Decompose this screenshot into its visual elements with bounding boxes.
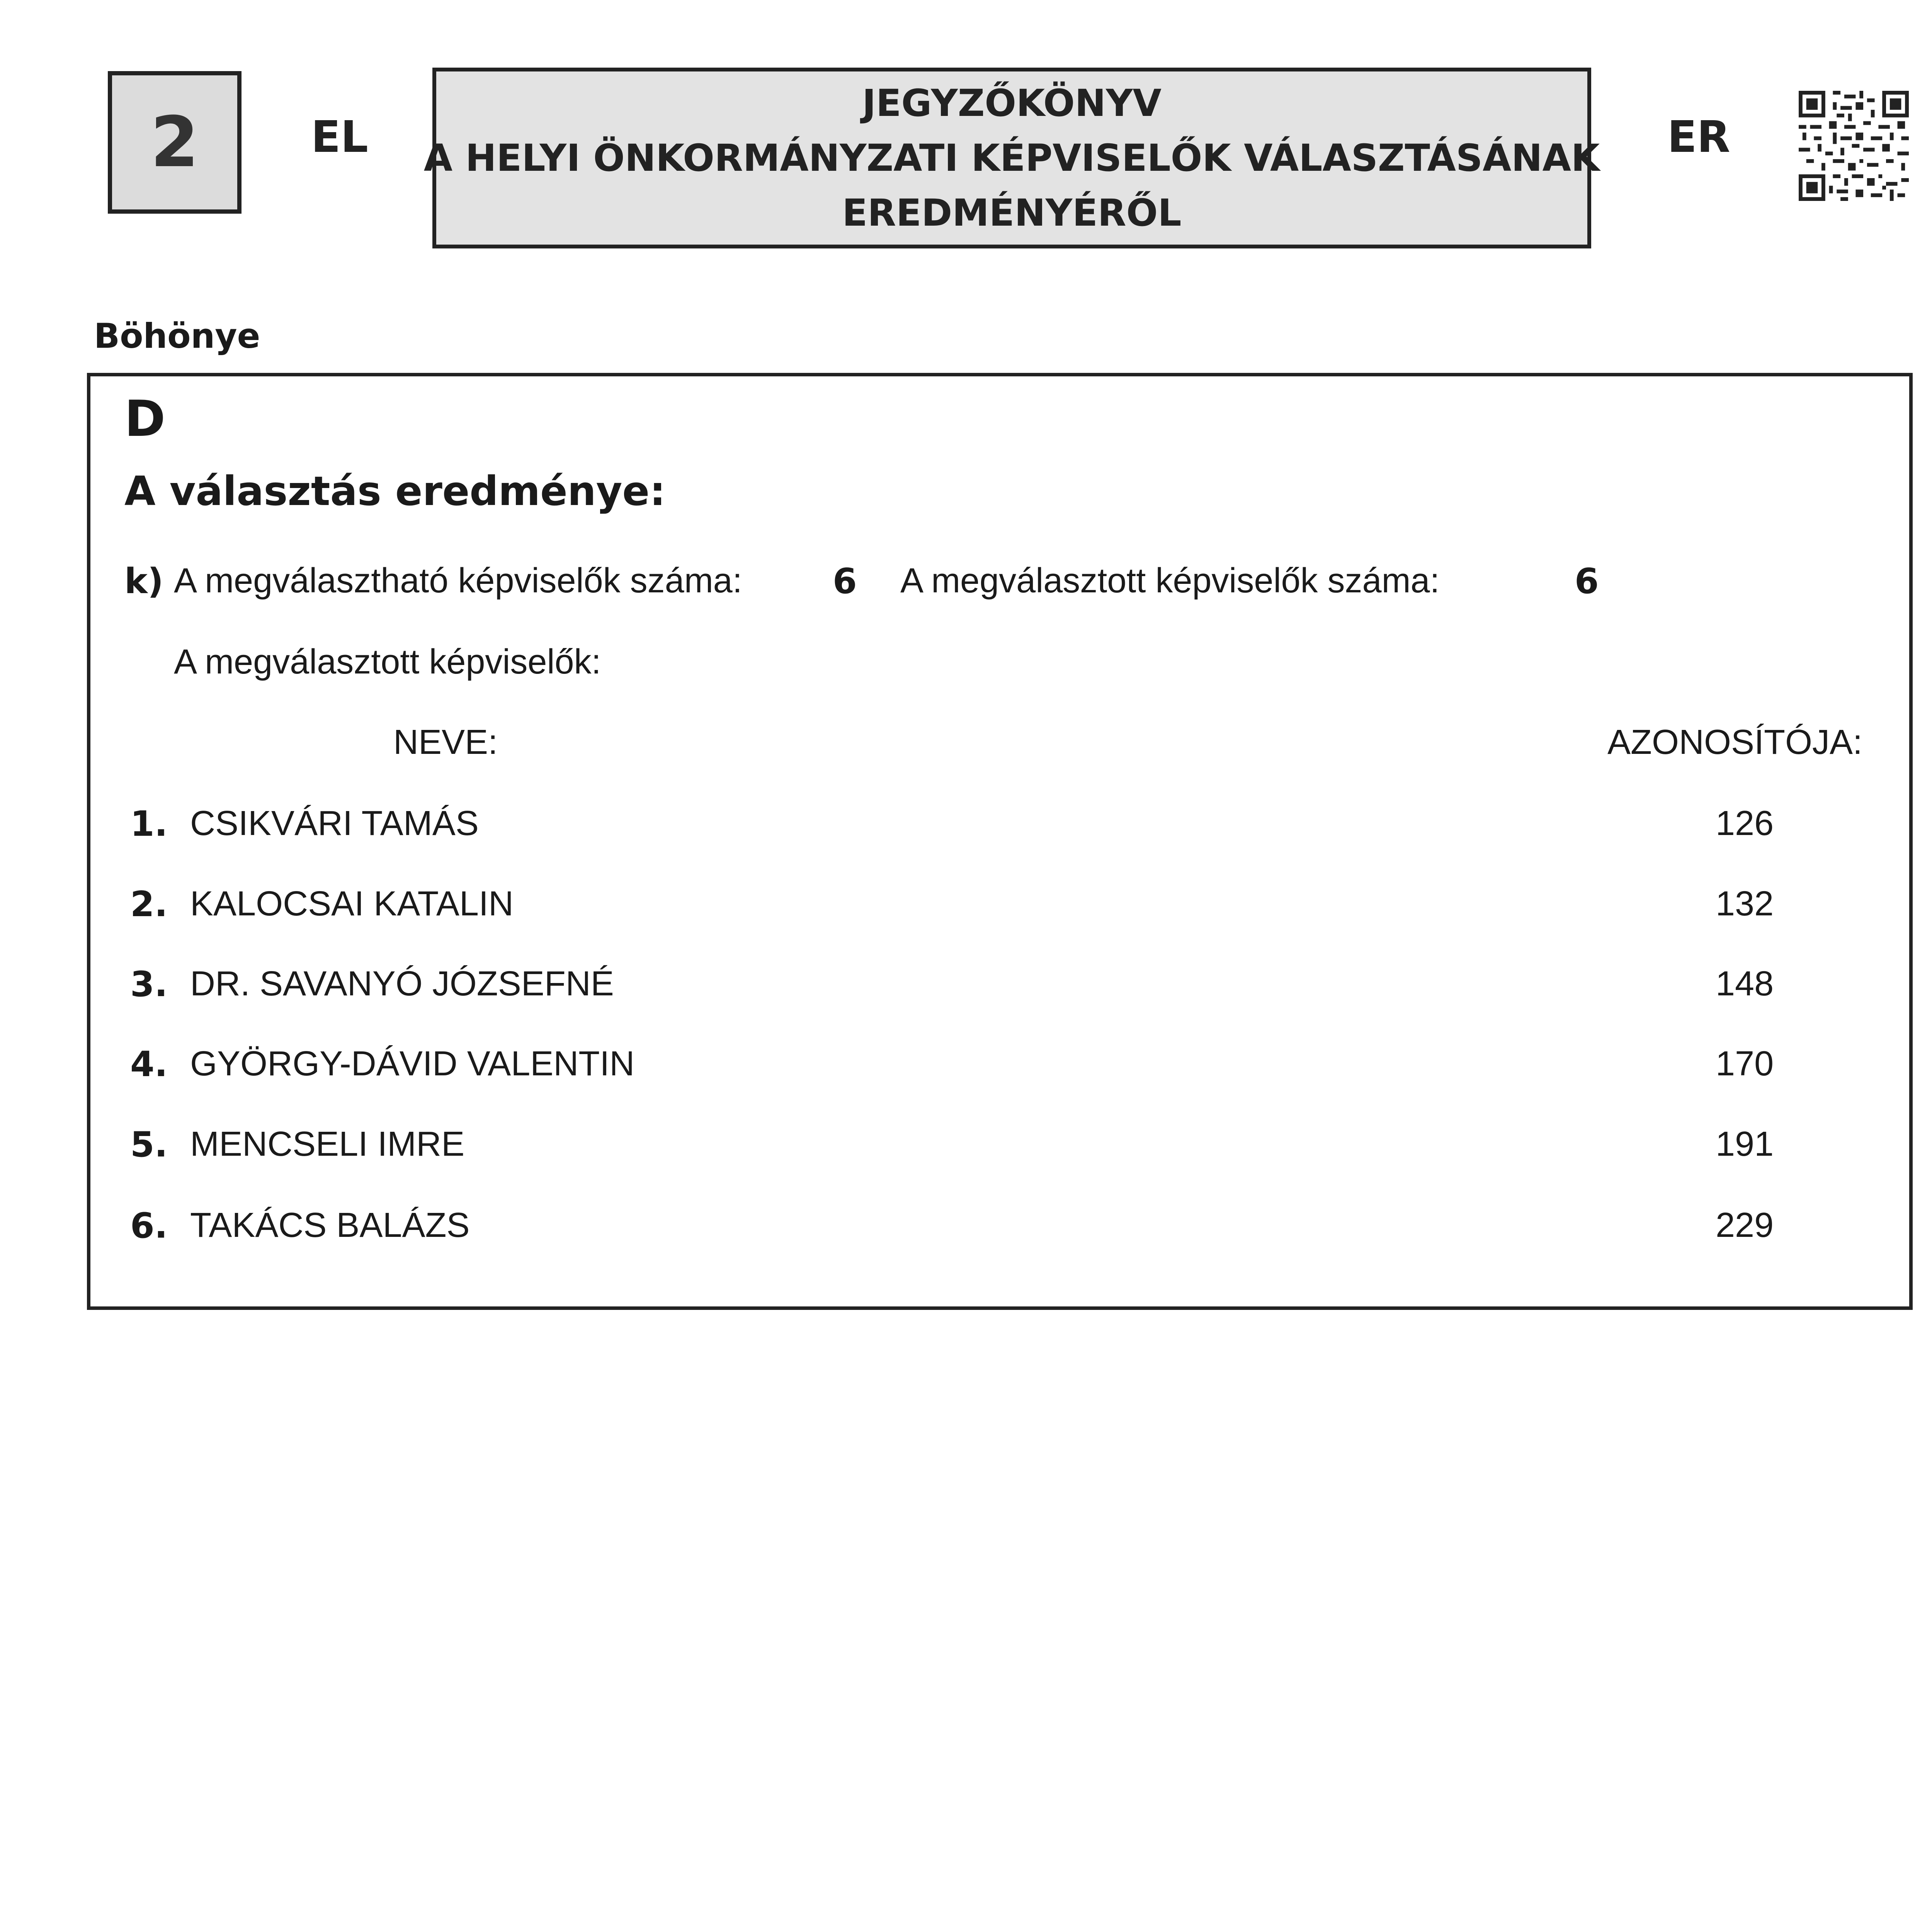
row-number: 3. — [130, 964, 168, 1005]
candidate-id: 132 — [1716, 884, 1774, 923]
left-code: EL — [311, 112, 368, 162]
candidate-id: 191 — [1716, 1125, 1774, 1163]
electable-label: A megválasztható képviselők száma: — [174, 561, 742, 600]
electable-value: 6 — [833, 561, 857, 602]
section-letter: D — [124, 390, 166, 448]
elected-value: 6 — [1575, 561, 1599, 602]
row-number: 5. — [130, 1124, 168, 1165]
row-number: 1. — [130, 804, 168, 844]
candidate-name: KALOCSAI KATALIN — [190, 884, 514, 923]
title-line-1: JEGYZŐKÖNYV — [862, 82, 1162, 125]
row-number: 6. — [130, 1206, 168, 1246]
page-number: 2 — [150, 102, 199, 183]
column-header-name: NEVE: — [393, 723, 498, 762]
elected-list-label: A megválasztott képviselők: — [174, 643, 601, 681]
settlement-name: Böhönye — [94, 316, 260, 356]
item-marker: k) — [124, 561, 163, 602]
candidate-id: 170 — [1716, 1044, 1774, 1083]
candidate-id: 229 — [1716, 1206, 1774, 1245]
candidate-id: 148 — [1716, 964, 1774, 1003]
page-number-box — [108, 71, 242, 214]
elected-label: A megválasztott képviselők száma: — [900, 561, 1440, 600]
candidate-id: 126 — [1716, 804, 1774, 843]
candidate-name: CSIKVÁRI TAMÁS — [190, 804, 479, 843]
qr-code-icon — [1799, 91, 1909, 201]
candidate-name: MENCSELI IMRE — [190, 1125, 465, 1163]
title-line-2: A HELYI ÖNKORMÁNYZATI KÉPVISELŐK VÁLASZTÁSÁNAK — [423, 136, 1600, 180]
candidate-name: TAKÁCS BALÁZS — [190, 1206, 470, 1245]
section-heading: A választás eredménye: — [124, 468, 666, 515]
title-line-3: EREDMÉNYÉRŐL — [842, 191, 1182, 235]
column-header-id: AZONOSÍTÓJA: — [1607, 723, 1863, 762]
candidate-name: DR. SAVANYÓ JÓZSEFNÉ — [190, 964, 614, 1003]
document-title-box — [423, 68, 1600, 248]
right-code: ER — [1667, 112, 1730, 162]
row-number: 2. — [130, 884, 168, 925]
row-number: 4. — [130, 1044, 168, 1085]
candidate-name: GYÖRGY-DÁVID VALENTIN — [190, 1044, 635, 1083]
